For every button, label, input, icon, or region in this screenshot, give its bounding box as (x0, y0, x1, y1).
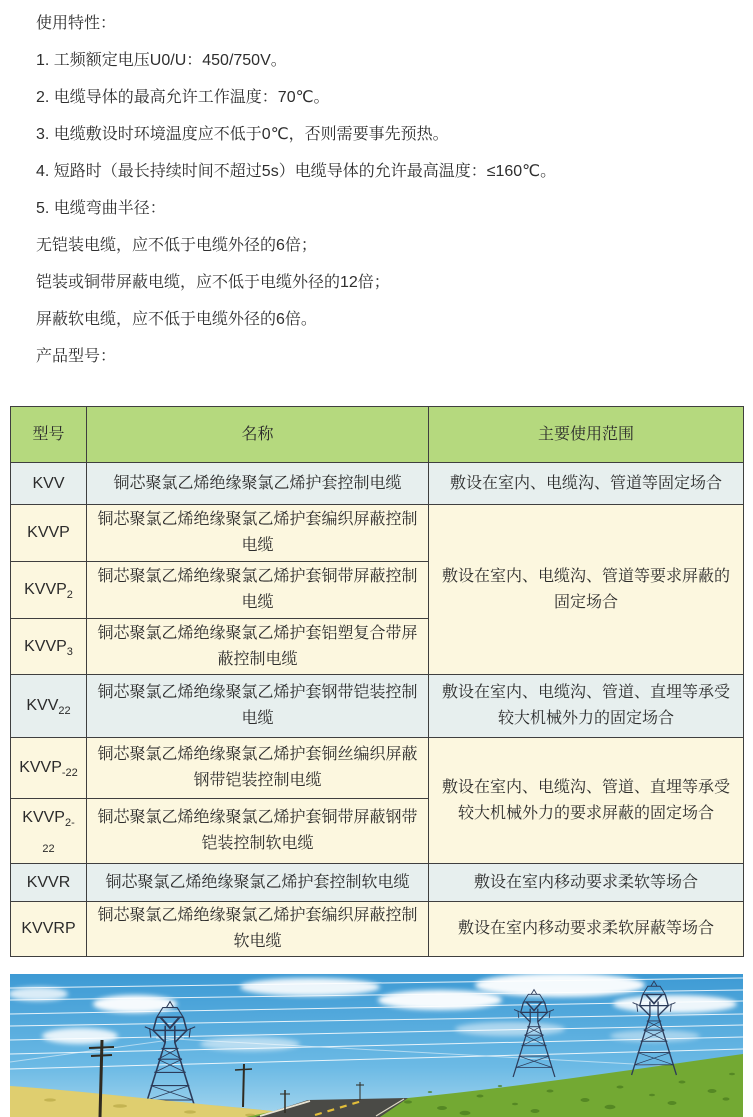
section-heading: 使用特性： (36, 15, 117, 32)
model-cell (11, 505, 87, 562)
intro-line: 1. 工频额定电压U0/U：450/750V。 (36, 52, 287, 69)
table-row (11, 738, 744, 799)
intro-line: 屏蔽软电缆，应不低于电缆外径的6倍。 (36, 311, 317, 328)
header-name: 名称 (87, 407, 429, 463)
model-base: KVVP (22, 809, 65, 826)
name-cell: 铜芯聚氯乙烯绝缘聚氯乙烯护套编织屏蔽控制软电缆 (87, 902, 429, 957)
model-sub: 2 (66, 589, 73, 602)
table-header-row (11, 407, 744, 463)
model-base: KVVP (19, 759, 62, 776)
intro-line: 2. 电缆导体的最高允许工作温度：70℃。 (36, 89, 330, 106)
usage-characteristics-section (0, 0, 753, 375)
usage-cell: 敷设在室内移动要求柔软等场合 (429, 864, 744, 902)
name-cell: 铜芯聚氯乙烯绝缘聚氯乙烯护套铝塑复合带屏蔽控制电缆 (87, 619, 429, 675)
name-cell: 铜芯聚氯乙烯绝缘聚氯乙烯护套编织屏蔽控制电缆 (87, 505, 429, 562)
model-cell (11, 675, 87, 738)
usage-cell: 敷设在室内、电缆沟、管道等固定场合 (429, 463, 744, 505)
model-cell (11, 619, 87, 675)
intro-line: 3. 电缆敷设时环境温度应不低于0℃，否则需要事先预热。 (36, 126, 449, 143)
model-cell (11, 738, 87, 799)
usage-cell-merged: 敷设在室内、电缆沟、管道等要求屏蔽的固定场合 (429, 505, 744, 675)
table-row (11, 902, 744, 957)
table-row (11, 864, 744, 902)
intro-line: 无铠装电缆，应不低于电缆外径的6倍； (36, 237, 317, 254)
model-cell (11, 864, 87, 902)
model-sub: 2-22 (42, 817, 75, 856)
model-sub: 22 (58, 705, 71, 718)
product-model-heading: 产品型号： (36, 348, 117, 365)
header-usage: 主要使用范围 (429, 407, 744, 463)
table-row (11, 505, 744, 562)
name-cell: 铜芯聚氯乙烯绝缘聚氯乙烯护套控制软电缆 (87, 864, 429, 902)
usage-cell: 敷设在室内移动要求柔软屏蔽等场合 (429, 902, 744, 957)
name-cell: 铜芯聚氯乙烯绝缘聚氯乙烯护套铜带屏蔽钢带铠装控制软电缆 (87, 799, 429, 864)
model-cell (11, 799, 87, 864)
model-cell (11, 463, 87, 505)
usage-cell: 敷设在室内、电缆沟、管道、直埋等承受较大机械外力的固定场合 (429, 675, 744, 738)
model-cell (11, 562, 87, 619)
table-row (11, 675, 744, 738)
intro-line: 铠装或铜带屏蔽电缆，应不低于电缆外径的12倍； (36, 274, 390, 291)
table-row (11, 463, 744, 505)
name-cell: 铜芯聚氯乙烯绝缘聚氯乙烯护套铜带屏蔽控制电缆 (87, 562, 429, 619)
model-base: KVVRP (21, 920, 76, 937)
name-cell: 铜芯聚氯乙烯绝缘聚氯乙烯护套铜丝编织屏蔽钢带铠装控制电缆 (87, 738, 429, 799)
model-base: KVVR (26, 873, 71, 891)
model-base: KVV (32, 474, 65, 492)
intro-line: 5. 电缆弯曲半径： (36, 200, 166, 217)
product-model-table (10, 406, 744, 957)
model-base: KVVP (24, 581, 67, 598)
name-cell: 铜芯聚氯乙烯绝缘聚氯乙烯护套钢带铠装控制电缆 (87, 675, 429, 738)
model-base: KVVP (24, 637, 67, 655)
landscape-photo (10, 974, 743, 1117)
usage-cell-merged: 敷设在室内、电缆沟、管道、直埋等承受较大机械外力的要求屏蔽的固定场合 (429, 738, 744, 864)
header-model: 型号 (11, 407, 87, 463)
transmission-towers-illustration (10, 974, 743, 1117)
model-base: KVVP (27, 524, 70, 541)
intro-line: 4. 短路时（最长持续时间不超过5s）电缆导体的允许最高温度：≤160℃。 (36, 163, 557, 180)
model-base: KVV (26, 697, 59, 714)
model-sub: 3 (66, 645, 73, 658)
model-cell (11, 902, 87, 957)
model-sub: -22 (61, 767, 78, 780)
name-cell: 铜芯聚氯乙烯绝缘聚氯乙烯护套控制电缆 (87, 463, 429, 505)
